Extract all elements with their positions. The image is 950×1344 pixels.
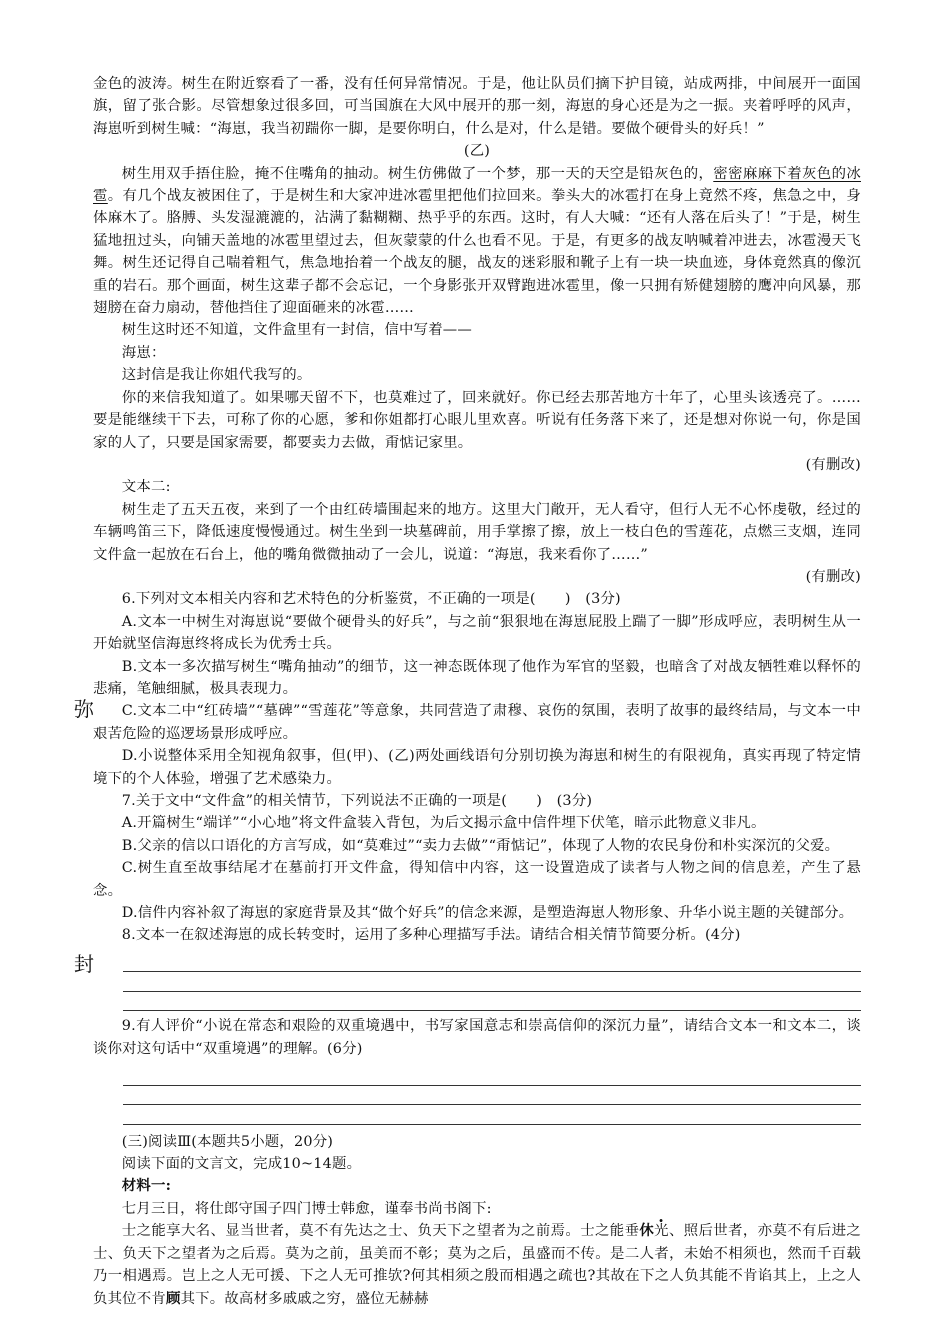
question-6-option-d: D.小说整体采用全知视角叙事，但(甲)、(乙)两处画线语句分别切换为海崽和树生的有限视角，真实再现了特定情境下的个人体验，增强了艺术感染力。 — [93, 748, 861, 787]
letter-salutation: 海崽： — [121, 344, 166, 361]
section-heading-reading3: (三)阅读Ⅲ(本题共5小题，20分) — [121, 1133, 334, 1150]
question-8-stem: 8.文本一在叙述海崽的成长转变时，运用了多种心理描写手法。请结合相关情节简要分析。(4分) — [121, 927, 741, 944]
question-7-option-c: C.树生直至故事结尾才在墓前打开文件盒，得知信中内容，这一设置造成了读者与人物之间的信息差，产生了悬念。 — [93, 860, 861, 899]
answer-line[interactable] — [123, 1086, 861, 1106]
edit-note: (有删改) — [805, 456, 861, 473]
answer-line[interactable] — [123, 972, 861, 992]
answer-lines-q9[interactable] — [123, 1066, 861, 1125]
story-paragraph: 树生走了五天五夜，来到了一个由红砖墙围起来的地方。这里大门敞开，无人看守，但行人无不心怀虔敬，经过的车辆鸣笛三下，降低速度慢慢通过。树生坐到一块墓碑前，用手掌擦了擦，放上一枝白色的雪莲花，点燃三支烟，连同文件盒一起放在石台上，他的嘴角微微抽动了一会儿，说道：“海崽，我来看你了……” — [93, 501, 861, 563]
question-6-option-c: C.文本二中“红砖墙”“墓碑”“雪莲花”等意象，共同营造了肃穆、哀伤的氛围，表明了故事的最终结局，与文本一中艰苦危险的巡逻场景形成呼应。 — [93, 703, 861, 742]
bold-char: 顾 — [165, 1289, 181, 1307]
answer-line[interactable] — [123, 1066, 861, 1086]
reading-instruction: 阅读下面的文言文，完成10~14题。 — [121, 1156, 362, 1173]
question-7-stem: 7.关于文中“文件盒”的相关情节，下列说法不正确的一项是( ) (3分) — [121, 793, 593, 809]
question-7-option-d: D.信件内容补叙了海崽的家庭背景及其“做个好兵”的信念来源，是塑造海崽人物形象、升华小说主题的关键部分。 — [121, 905, 854, 922]
emphasis-dot-char: 休 — [639, 1222, 655, 1240]
content-column — [93, 73, 861, 1310]
story-paragraph: 树生这时还不知道，文件盒里有一封信，信中写着—— — [121, 322, 472, 339]
underlined-sentence-yi: 密密麻麻下着灰色的冰雹 — [93, 165, 861, 205]
letter-paragraph: 这封信是我让你姐代我写的。 — [121, 367, 312, 384]
text-two-label: 文本二: — [121, 479, 171, 496]
story-paragraph: 金色的波涛。树生在附近察看了一番，没有任何异常情况。于是，他让队员们摘下护目镜，站成两排，中间展开一面国旗，留了张合影。尽管想象过很多回，可当国旗在大风中展开的那一刻，海崽的身心还是为之一振。夹着呼呼的风声，海崽听到树生喊：“海崽，我当初踹你一脚，是要你明白，什么是对，什么是错。要做个硬骨头的好兵！” — [93, 76, 861, 137]
question-6-stem: 6.下列对文本相关内容和艺术特色的分析鉴赏，不正确的一项是( ) (3分) — [121, 591, 621, 608]
question-6-option-b: B.文本一多次描写树生“嘴角抽动”的细节，这一神态既体现了他作为军官的坚毅，也暗含了对战友牺牲难以释怀的悲痛，笔触细腻，极具表现力。 — [93, 658, 861, 697]
question-9-stem: 9.有人评价“小说在常态和艰险的双重境遇中，书写家国意志和崇高信仰的深沉力量”，请结合文本一和文本二，谈谈你对这句话中“双重境遇”的理解。(6分) — [93, 1018, 861, 1057]
edit-note: (有删改) — [805, 568, 861, 585]
section-label-yi: (乙) — [463, 143, 491, 160]
seal-mark-feng: 封 — [74, 952, 94, 976]
question-7-option-b: B.父亲的信以口语化的方言写成，如“莫难过”“卖力去做”“甭惦记”，体现了人物的农民身份和朴实深沉的父爱。 — [121, 837, 840, 854]
question-6-option-a: A.文本一中树生对海崽说“要做个硬骨头的好兵”，与之前“狠狠地在海崽屁股上踹了一脚”形成呼应，表明树生从一开始就坚信海崽终将成长为优秀士兵。 — [93, 613, 861, 653]
question-7-option-a: A.开篇树生“端详”“小心地”将文件盒装入背包，为后文揭示盒中信件埋下伏笔，暗示此物意义非凡。 — [121, 815, 766, 832]
answer-line[interactable] — [123, 953, 861, 973]
letter-paragraph: 你的来信我知道了。如果哪天留不下，也莫难过了，回来就好。你已经去那苦地方十年了，心里头该透亮了。……要是能继续干下去，可称了你的心愿，爹和你姐都打心眼儿里欢喜。听说有任务落下来了，还是想对你说一句，你是国家的人了，只要是国家需要，都要卖力去做，甭惦记家里。 — [93, 389, 861, 451]
classical-text-paragraph: 士之能享大名、显当世者，莫不有先达之士、负天下之望者为之前焉。士之能垂休光、照后世者，亦莫不有后进之士、负天下之望者为之后焉。莫为之前，虽美而不彰；莫为之后，虽盛而不传。是二人者，未始不相须也，然而千百载乃一相遇焉。岂上之人无可援、下之人无可推欤?何其相须之殷而相遇之疏也?其故在下之人负其能不肯谄其上，上之人负其位不肯顾其下。故高材多戚戚之穷，盛位无赫赫 — [93, 1222, 861, 1307]
seal-mark-mi: 弥 — [74, 697, 94, 721]
answer-line[interactable] — [123, 992, 861, 1012]
story-paragraph-yi: 树生用双手捂住脸，掩不住嘴角的抽动。树生仿佛做了一个梦，那一天的天空是铅灰色的，密密麻麻下着灰色的冰雹。有几个战友被困住了，于是树生和大家冲进冰雹里把他们拉回来。拳头大的冰雹打在身上竟然不疼，焦急之中，身体麻木了。胳膊、头发湿漉漉的，沾满了黏糊糊、热乎乎的东西。这时，有人大喊：“还有人落在后头了！”于是，树生猛地扭过头，向铺天盖地的冰雹里望过去，但灰蒙蒙的什么也看不见。于是，有更多的战友呐喊着冲进去，冰雹漫天飞舞。树生还记得自己喘着粗气，焦急地抬着一个战友的腿，战友的迷彩服和靴子上有一块一块血迹，身体竟然真的像沉重的岩石。那个画面，树生这辈子都不会忘记，一个身影张开双臂跑进冰雹里，像一只拥有矫健翅膀的鹰冲向风暴，那翅膀在奋力扇动，替他挡住了迎面砸来的冰雹…… — [93, 165, 861, 317]
classical-text-paragraph: 七月三日，将仕郎守国子四门博士韩愈，谨奉书尚书阁下: — [121, 1200, 492, 1217]
material-one-label: 材料一: — [121, 1177, 172, 1195]
answer-line[interactable] — [123, 1105, 861, 1125]
answer-lines-q8[interactable] — [123, 953, 861, 1012]
